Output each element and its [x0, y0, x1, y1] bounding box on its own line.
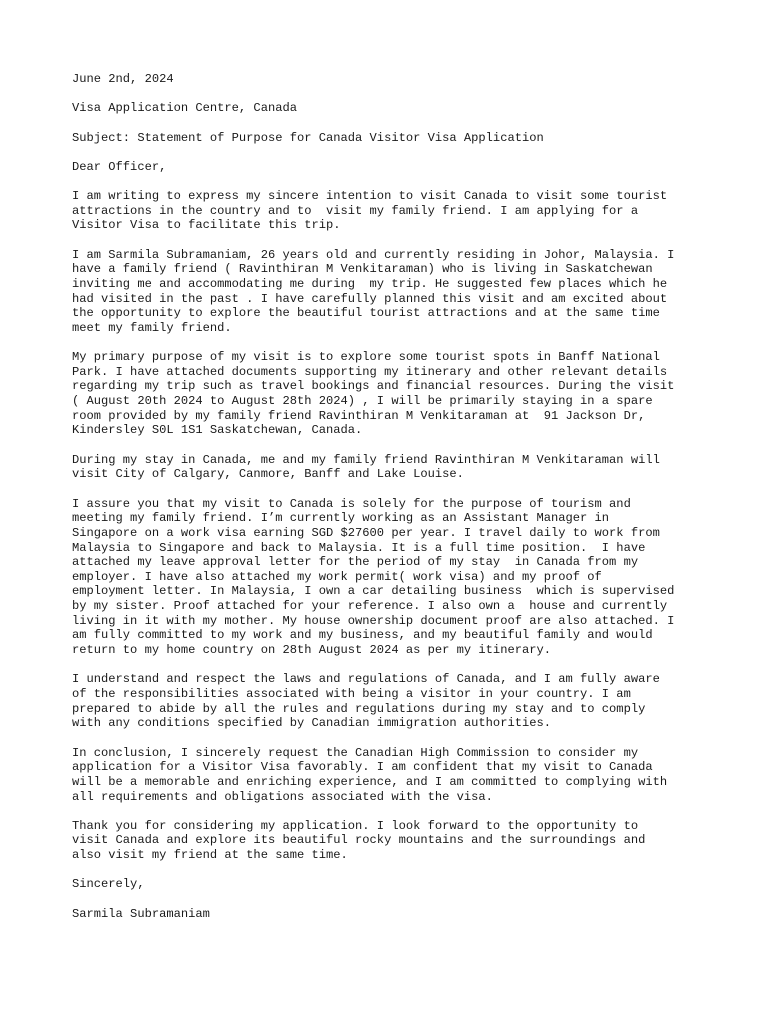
paragraph-line: the opportunity to explore the beautiful tourist attractions and at the same time — [72, 306, 660, 321]
paragraph-line: of the responsibilities associated with being a visitor in your country. I am — [72, 687, 631, 701]
paragraph-line: meet my family friend. — [72, 320, 232, 335]
body-paragraph — [72, 350, 712, 438]
paragraph-line: application for a Visitor Visa favorably. I am confident that my visit to Canada — [72, 760, 653, 775]
paragraph-line: Park. I have attached documents supporting my itinerary and other relevant details — [72, 364, 668, 379]
paragraph-line: attractions in the country and to visit my family friend. I am applying for a — [72, 203, 639, 218]
paragraph-line: all requirements and obligations associated with the visa. — [72, 789, 493, 804]
paragraph-line: Malaysia to Singapore and back to Malaysia. It is a full time position. I have — [72, 540, 646, 555]
paragraph-line: I understand and respect the laws and regulations of Canada, and I am fully aware — [72, 672, 660, 687]
letter-date: June 2nd, 2024 — [72, 72, 174, 86]
paragraph-line: visit City of Calgary, Canmore, Banff and Lake Louise. — [72, 467, 464, 482]
paragraph-line: Thank you for considering my application. I look forward to the opportunity to — [72, 818, 639, 833]
paragraph-line: employment letter. In Malaysia, I own a car detailing business which is supervised — [72, 584, 675, 599]
paragraph-line: prepared to abide by all the rules and regulations during my stay and to comply — [72, 701, 646, 716]
paragraph-line: had visited in the past . I have carefully planned this visit and am excited about — [72, 291, 668, 306]
paragraph-line: have a family friend ( Ravinthiran M Venkitaraman) who is living in Saskatchewan — [72, 262, 653, 277]
body-paragraph — [72, 248, 712, 336]
signature-name: Sarmila Subramaniam — [72, 906, 210, 921]
paragraph-line: living in it with my mother. My house ownership document proof are also attached. I — [72, 613, 675, 628]
paragraph-line: In conclusion, I sincerely request the Canadian High Commission to consider my — [72, 745, 639, 760]
paragraph-line: am fully committed to my work and my business, and my beautiful family and would — [72, 628, 653, 643]
letter-page — [72, 72, 712, 921]
paragraph-line: attached my leave approval letter for the period of my stay in Canada from my — [72, 555, 639, 570]
paragraph-line: Singapore on a work visa earning SGD $27600 per year. I travel daily to work from — [72, 525, 660, 540]
paragraph-line: ( August 20th 2024 to August 28th 2024) , I will be primarily staying in a spare — [72, 394, 653, 409]
closing: Sincerely, — [72, 877, 145, 892]
paragraph-line: will be a memorable and enriching experience, and I am committed to complying with — [72, 774, 668, 789]
subject-line: Subject: Statement of Purpose for Canada Visitor Visa Application — [72, 130, 544, 145]
paragraph-line: inviting me and accommodating me during my trip. He suggested few places which he — [72, 276, 668, 291]
paragraph-line: visit Canada and explore its beautiful rocky mountains and the surroundings and — [72, 833, 646, 848]
paragraph-line: by my sister. Proof attached for your reference. I also own a house and currently — [72, 599, 668, 614]
paragraph-line: My primary purpose of my visit is to explore some tourist spots in Banff National — [72, 350, 660, 365]
paragraph-line: I am Sarmila Subramaniam, 26 years old and currently residing in Johor, Malaysia. I — [72, 247, 675, 262]
body-paragraph — [72, 189, 712, 233]
letter-body — [72, 189, 712, 863]
paragraph-line: Kindersley S0L 1S1 Saskatchewan, Canada. — [72, 423, 363, 438]
paragraph-line: with any conditions specified by Canadian immigration authorities. — [72, 716, 551, 731]
body-paragraph — [72, 672, 712, 731]
salutation: Dear Officer, — [72, 159, 167, 174]
paragraph-line: also visit my friend at the same time. — [72, 848, 348, 863]
paragraph-line: employer. I have also attached my work permit( work visa) and my proof of — [72, 569, 602, 584]
paragraph-line: regarding my trip such as travel bookings and financial resources. During the visit — [72, 379, 675, 394]
body-paragraph — [72, 819, 712, 863]
paragraph-line: meeting my family friend. I’m currently working as an Assistant Manager in — [72, 511, 610, 526]
recipient-line: Visa Application Centre, Canada — [72, 101, 297, 116]
body-paragraph — [72, 497, 712, 658]
paragraph-line: During my stay in Canada, me and my family friend Ravinthiran M Venkitaraman will — [72, 452, 660, 467]
paragraph-line: I assure you that my visit to Canada is solely for the purpose of tourism and — [72, 496, 631, 511]
paragraph-line: return to my home country on 28th August 2024 as per my itinerary. — [72, 643, 551, 658]
paragraph-line: I am writing to express my sincere intention to visit Canada to visit some tourist — [72, 189, 668, 203]
paragraph-line: Visitor Visa to facilitate this trip. — [72, 218, 341, 233]
body-paragraph — [72, 746, 712, 805]
paragraph-line: room provided by my family friend Ravinthiran M Venkitaraman at 91 Jackson Dr, — [72, 408, 646, 423]
body-paragraph — [72, 453, 712, 482]
